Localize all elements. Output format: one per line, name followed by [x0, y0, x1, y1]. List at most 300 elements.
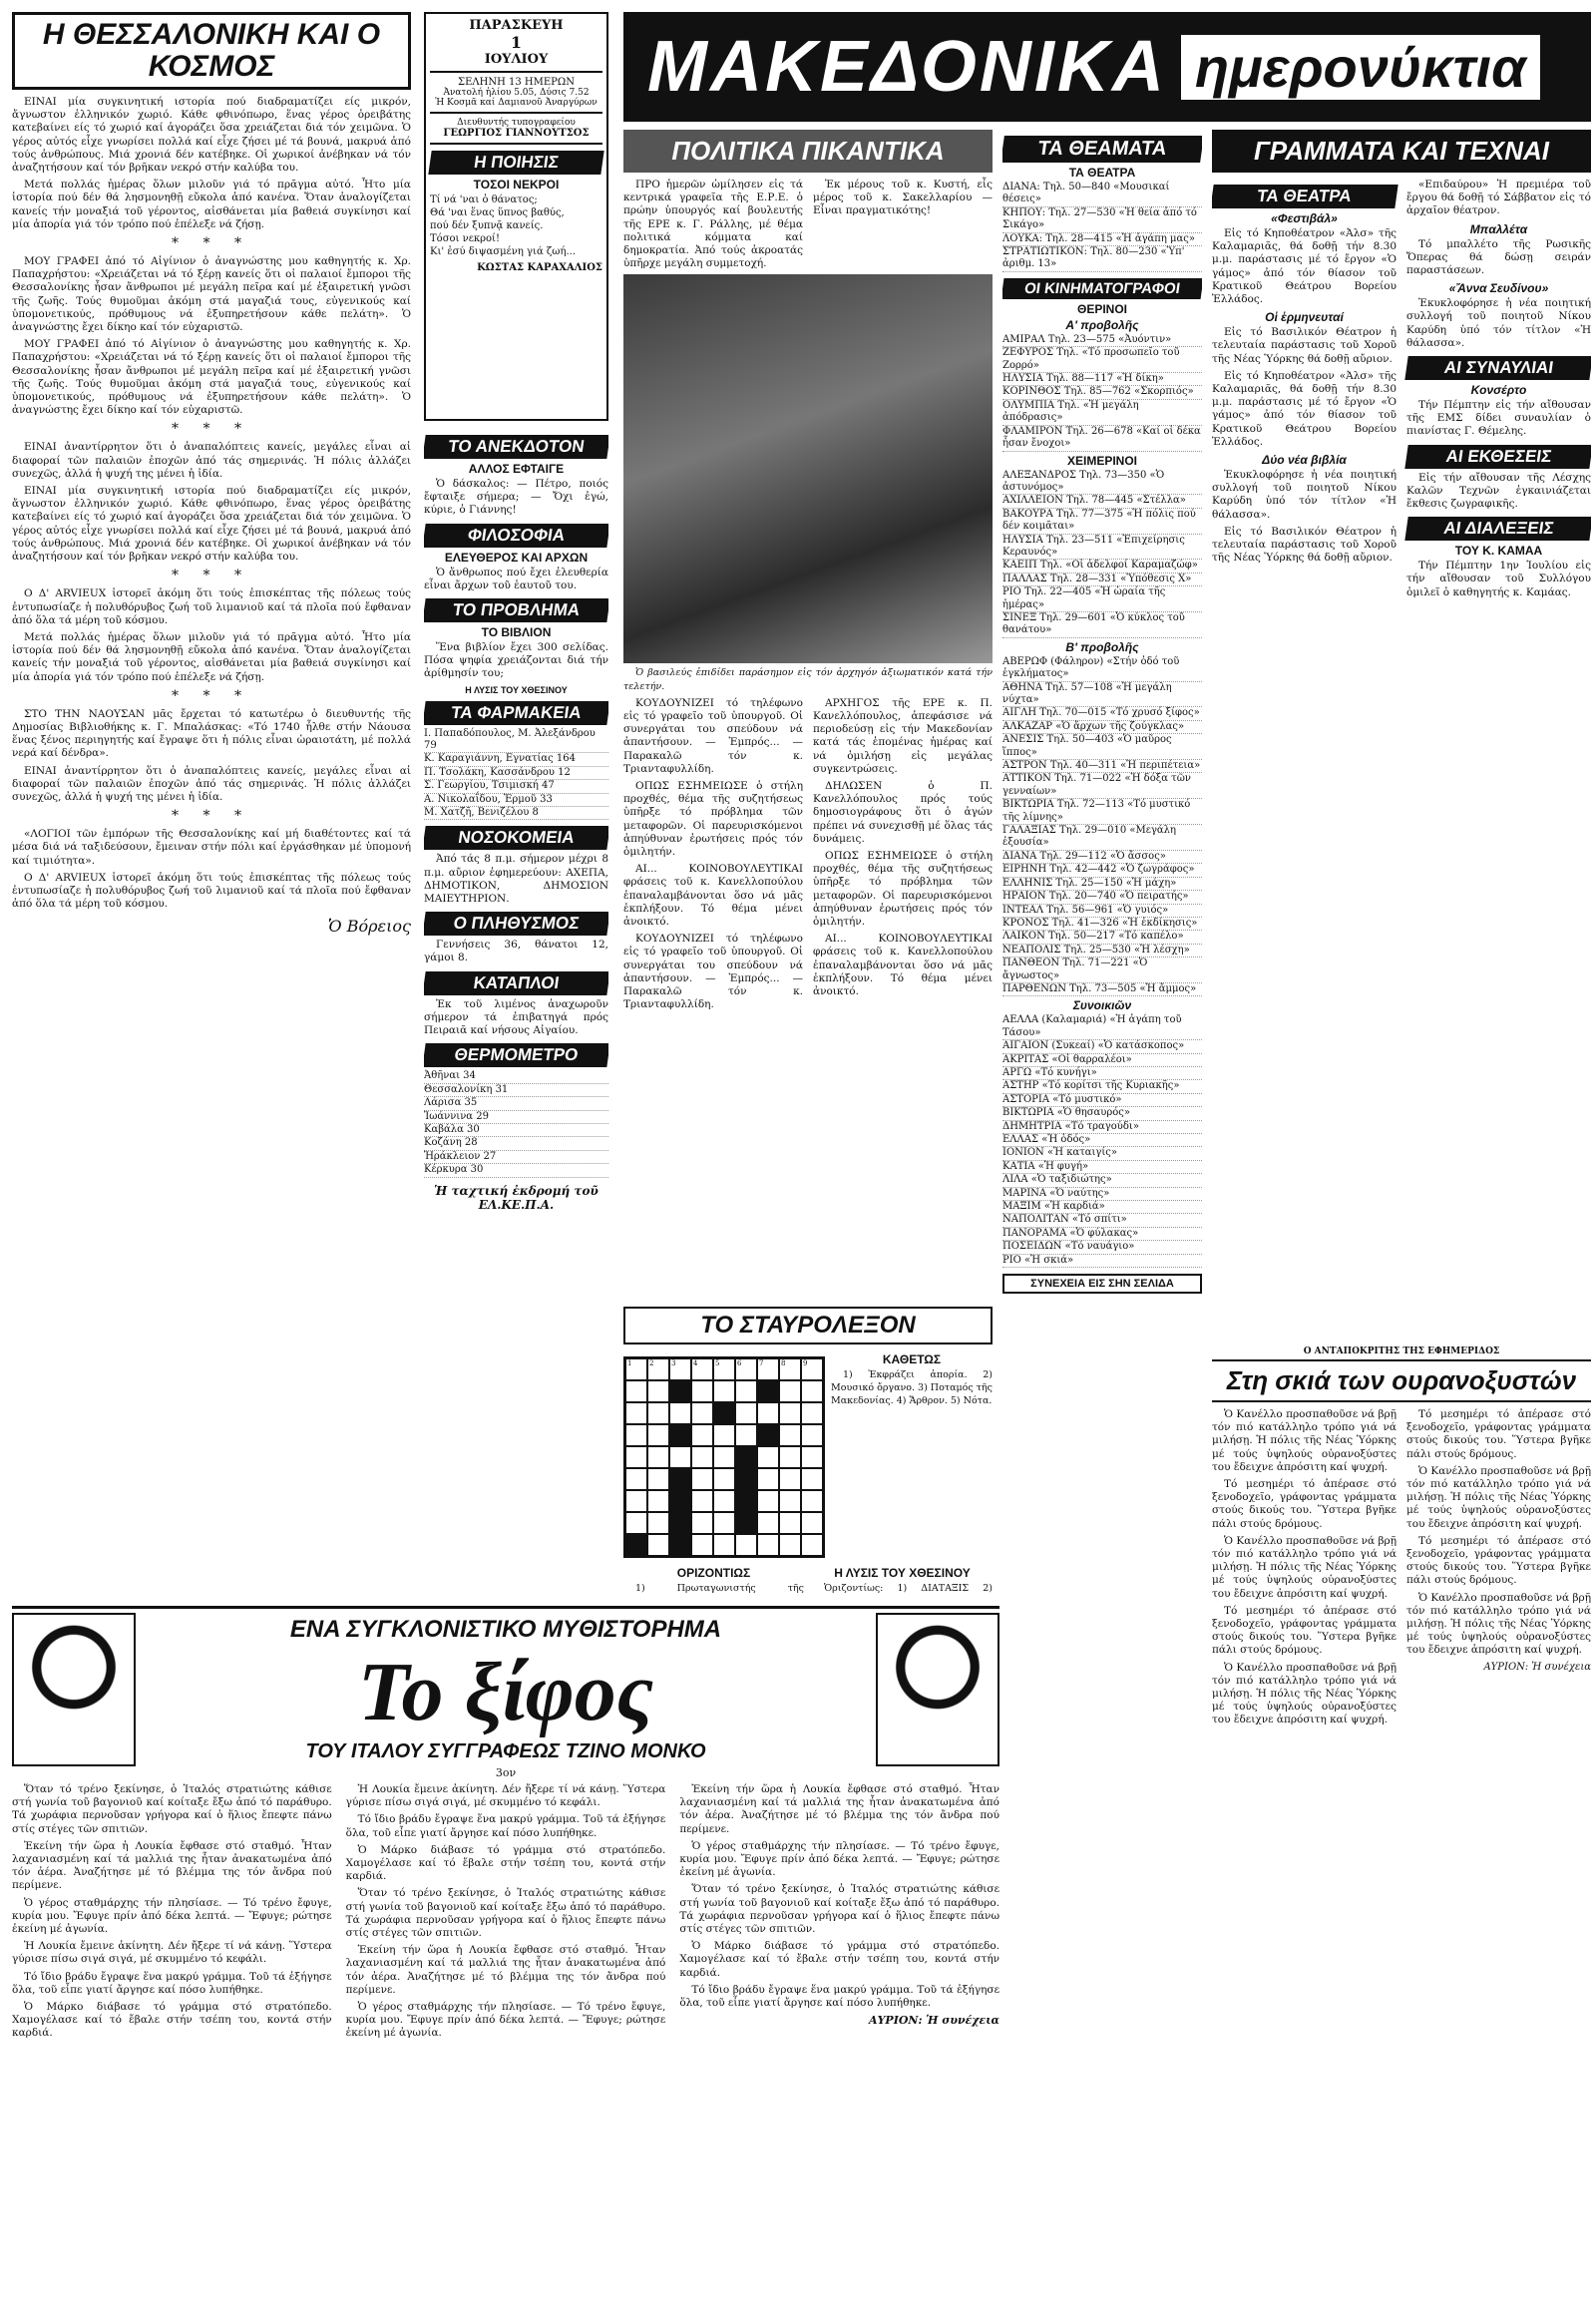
list-item: ΣΤΡΑΤΙΩΤΙΚΟΝ: Τηλ. 80—230 «Ὑπ' ἀριθμ. 13» [1002, 246, 1202, 272]
lectures-title: ΑΙ ΔΙΑΛΕΞΕΙΣ [1404, 517, 1591, 541]
crossword-cell [757, 1358, 779, 1380]
ships-text: Ἐκ τοῦ λιμένος ἀναχωροῦν σήμερον τά ἐπιβατηγά πρός Πειραιᾶ καί νήσους Αἰγαίου. [424, 997, 608, 1037]
article-paragraph: ΜΟΥ ΓΡΑΦΕΙ ἀπό τό Αἰγίνιον ὁ ἀναγνώστης μου καθηγητής κ. Χρ. Παπαχρήστου: «Χρειάζεται νά τό ξέρῃ κανείς ὅτι οἱ παλαιοί ἔμποροι τῆς Θεσσαλονίκης ἦσαν ἄνθρωποι μέ μεγάλη πεῖρα καί μέ ἐξαιρετική γνῶσι τῆς ζωῆς. Τούς θυμοῦμαι ἀκόμη στά μαγαζιά τους, εὐγενικούς καί ὑπομονετικούς, πρόθυμους νά ἐξυπηρετήσουν κάθε πελάτη». Ὁ ἀναγνώστης ἔχει δίκηο καί τόν εὐχαριστῶ. [12, 255, 411, 334]
article-paragraph: Εἰς τό Βασιλικόν Θέατρον ἡ τελευταία παράστασις τοῦ Χοροῦ τῆς Νέας Ὑόρκης θά δοθῇ αὔριον. [1212, 525, 1396, 565]
crossword-cell [801, 1490, 823, 1512]
article-paragraph: «Επιδαύρου» Ἡ πρεμιέρα τοῦ ἔργου θά δοθῇ τό Σάββατον εἰς τό ἀρχαῖον θέατρον. [1406, 179, 1591, 217]
novel-section [12, 1606, 999, 2297]
novel-paragraph: Ὁ γέρος σταθμάρχης τήν πλησίασε. — Τό τρένο ἔφυγε, κυρία μου. Ἔφυγε πρίν ἀπό δέκα λεπτά. — Ἔφυγε; ρώτησε ἐκείνη μέ ἀγωνία. [12, 1896, 332, 1936]
list-item: ΗΛΥΣΙΑ Τηλ. 23—511 «Ἐπιχείρησις Κεραυνός» [1002, 535, 1202, 561]
crossword-cell [779, 1424, 801, 1446]
books-subtitle: Δύο νέα βιβλία [1262, 453, 1347, 468]
list-item: Ι. Παπαδόπουλος, Μ. Ἀλεξάνδρου 79 [424, 728, 608, 754]
poetry-title: Η ΠΟΙΗΣΙΣ [428, 151, 603, 175]
list-item: ΑΛΚΑΖΑΡ «Ὁ ἄρχων τῆς ζούγκλας» [1002, 721, 1202, 734]
crossword-cell [647, 1446, 669, 1468]
cinemas-a-list [1002, 334, 1202, 452]
article-signature: Ὁ Βόρειος [327, 917, 411, 937]
cinemas-winter-list [1002, 470, 1202, 638]
novel-paragraph: Ὅταν τό τρένο ξεκίνησε, ὁ Ἰταλός στρατιώτης κάθισε στή γωνία τοῦ βαγονιοῦ καί κοίταξε ἔξω ἀπό τό παράθυρο. Τά χωράφια περνοῦσαν γρήγορα καί ὁ ἥλιος ἔπεφτε πάνω στίς στέγες τῶν σπιτιῶν. [12, 1783, 332, 1835]
section-separator: * * * [172, 568, 251, 584]
list-item: Σ. Γεωργίου, Τσιμισκή 47 [424, 780, 608, 793]
section-separator: * * * [172, 808, 251, 825]
thermometer-list [424, 1070, 608, 1177]
list-item: ΑΘΗΝΑ Τηλ. 57—108 «Ἡ μεγάλη νύχτα» [1002, 682, 1202, 708]
crossword-cell [713, 1402, 735, 1424]
crossword-cell [669, 1512, 691, 1534]
cinemas-suburbs: Συνοικιῶν [1072, 998, 1132, 1013]
crossword-cell [779, 1402, 801, 1424]
crossword-cell [779, 1446, 801, 1468]
article-paragraph: Τό μεσημέρι τό ἀπέρασε στό ξενοδοχεῖο, γράφοντας γράμματα στούς δικούς του. Ὕστερα βγῆκε πάλι στούς δρόμους. [1212, 1604, 1396, 1657]
crossword-cell [625, 1512, 647, 1534]
article-paragraph: ΟΠΩΣ ΕΣΗΜΕΙΩΣΕ ὁ στήλη προχθές, θέμα τῆς συζητήσεως ὑπῆρξε τό πρόβλημα τῶν μεταφορῶν. Οἱ παρευρισκόμενοι ἀπηύθυναν ἐρωτήσεις πρός τόν ὁμιλητήν. [813, 850, 993, 929]
philosophy-title: ΦΙΛΟΣΟΦΙΑ [424, 524, 608, 548]
list-item: ΠΑΡΘΕΝΩΝ Τηλ. 73—505 «Ἡ ἄμμος» [1002, 983, 1202, 996]
article-paragraph: ΚΟΥΔΟΥΝΙΖΕΙ τό τηλέφωνο εἰς τό γραφεῖο τοῦ ὑπουργοῦ. Οἱ συνεργάται του σπεύδουν νά ἀπαντήσουν. — Ἐμπρός... — Παρακαλῶ τόν κ. Τριανταφυλλίδη. [623, 696, 803, 775]
novel-paragraph: Ὁ γέρος σταθμάρχης τήν πλησίασε. — Τό τρένο ἔφυγε, κυρία μου. Ἔφυγε πρίν ἀπό δέκα λεπτά. — Ἔφυγε; ρώτησε ἐκείνη μέ ἀγωνία. [345, 2001, 666, 2040]
festival-subtitle: «Φεστιβάλ» [1271, 211, 1338, 225]
photo-caption: Ὁ βασιλεύς ἐπιδίδει παράσημον εἰς τόν ἀρχηγόν ἀξιωματικόν κατά τήν τελετήν. [623, 667, 993, 692]
crossword-cell [647, 1534, 669, 1556]
list-item: ΔΙΑΝΑ: Τηλ. 50—840 «Μουσικαί θέσεις» [1002, 182, 1202, 207]
list-item: Ἀθῆναι 34 [424, 1070, 608, 1083]
article-paragraph: ΑΡΧΗΓΟΣ τῆς ΕΡΕ κ. Π. Κανελλόπουλος, ἀπεφάσισε νά περιοδεύσῃ εἰς τήν Μακεδονίαν κατά τάς ἑπομένας ἡμέρας καί νά ὁμιλήσῃ εἰς μεγάλας συγκεντρώσεις. [813, 696, 993, 775]
list-item: ΛΑΙΚΟΝ Τηλ. 50—217 «Τό καπέλο» [1002, 931, 1202, 944]
list-item: ΗΡΑΙΟΝ Τηλ. 20—740 «Ὁ πειρατής» [1002, 891, 1202, 904]
anecdote-title: ΤΟ ΑΝΕΚΔΟΤΟΝ [424, 435, 608, 459]
crossword-number: 2 [649, 1359, 654, 1367]
crossword-cell [713, 1424, 735, 1446]
crossword-cell [757, 1446, 779, 1468]
list-item: ΛΟΥΚΑ: Τηλ. 28—415 «Ἡ ἀγάπη μας» [1002, 233, 1202, 246]
crossword-cell [713, 1446, 735, 1468]
philosophy-text: Ὁ ἄνθρωπος πού ἔχει ἐλευθερία εἶναι ἄρχων τοῦ ἑαυτοῦ του. [424, 566, 608, 591]
concerts-title: ΑΙ ΣΥΝΑΥΛΙΑΙ [1404, 356, 1591, 380]
problem-text: Ἕνα βιβλίον ἔχει 300 σελίδας. Πόσα ψηφία χρειάζονται διά τήν ἀρίθμησίν του; [424, 641, 608, 680]
crossword-cell [691, 1512, 713, 1534]
theaters-title: ΤΑ ΘΕΑΜΑΤΑ [1002, 136, 1202, 163]
crossword-cell [757, 1490, 779, 1512]
crossword-grid [623, 1356, 825, 1558]
article-paragraph: Ὁ Κανέλλο προσπαθοῦσε νά βρῇ τόν πιό κατάλληλο τρόπο γιά νά μιλήσῃ. Ἡ πόλις τῆς Νέας Ὑόρκης μέ τούς ὑψηλούς οὐρανοξύστες του ἔδειχνε ἀπρόσιτη καί ψυχρή. [1212, 1534, 1396, 1600]
list-item: ΠΑΝΘΕΟΝ Τηλ. 71—221 «Ὁ ἄγνωστος» [1002, 958, 1202, 983]
list-item: ΔΙΑΝΑ Τηλ. 29—112 «Ὁ ἄσσος» [1002, 851, 1202, 864]
list-item: ΑΒΕΡΩΦ (Φάληρον) «Στήν ὁδό τοῦ ἐγκλήματος» [1002, 656, 1202, 682]
problem-title: ΤΟ ΠΡΟΒΛΗΜΑ [424, 598, 608, 622]
novel-author: ΤΟΥ ΙΤΑΛΟΥ ΣΥΓΓΡΑΦΕΩΣ ΤΖΙΝΟ ΜΟΝΚΟ [305, 1740, 706, 1762]
crossword-number: 1 [627, 1359, 632, 1367]
divider [430, 71, 602, 73]
list-item: Καβάλα 30 [424, 1124, 608, 1137]
anecdote-subtitle: ΑΛΛΟΣ ΕΦΤΑΙΓΕ [468, 462, 565, 476]
list-item: ΑΙΓΛΗ Τηλ. 70—015 «Τό χρυσό ξίφος» [1002, 707, 1202, 720]
crossword-cell [647, 1490, 669, 1512]
tomorrow-note: ΑΥΡΙΟΝ: Ἡ συνέχεια [1483, 1661, 1591, 1673]
list-item: ΕΛΛΑΣ «Ἡ ὁδός» [1002, 1134, 1202, 1147]
list-item: Κ. Καραγιάννη, Εγνατίας 164 [424, 753, 608, 766]
crossword-cell [669, 1358, 691, 1380]
crossword-cell [779, 1534, 801, 1556]
banner-subtitle: ημερονύκτια [1181, 35, 1540, 100]
article-paragraph: Τήν Πέμπτην 1ην Ἰουλίου εἰς τήν αἴθουσαν τοῦ Συλλόγου ὁμιλεῖ ὁ καθηγητής κ. Καμάας. [1406, 560, 1591, 598]
article-paragraph: Τό μεσημέρι τό ἀπέρασε στό ξενοδοχεῖο, γράφοντας γράμματα στούς δικούς του. Ὕστερα βγῆκε πάλι στούς δρόμους. [1212, 1478, 1396, 1530]
crossword-cell [625, 1402, 647, 1424]
article-paragraph: ΑΙ... ΚΟΙΝΟΒΟΥΛΕΥΤΙΚΑΙ φράσεις τοῦ κ. Κανελλοπούλου ἐπαναλαμβάνονται ὅσο νά μᾶς ἐκπλήξουν. Τό θέμα μένει ἀνοικτό. [813, 933, 993, 998]
novel-paragraph: Ἡ Λουκία ἔμεινε ἀκίνητη. Δέν ἤξερε τί νά κάνῃ. Ὕστερα γύρισε πίσω σιγά σιγά, μέ σκυμμένο τό κεφάλι. [345, 1783, 666, 1809]
crossword-cell [691, 1380, 713, 1402]
list-item: ΔΗΜΗΤΡΙΑ «Τό τραγούδι» [1002, 1121, 1202, 1134]
crossword-cell [691, 1534, 713, 1556]
cinemas-first-run: Α' προβολῆς [1065, 317, 1139, 332]
divider [430, 112, 602, 114]
crossword-number: 6 [737, 1359, 742, 1367]
divider [430, 143, 602, 145]
crossword-number: 8 [781, 1359, 786, 1367]
crossword-cell [735, 1424, 757, 1446]
list-item: ΙΟΝΙΟΝ «Ἡ καταιγίς» [1002, 1147, 1202, 1160]
date-day: ΠΑΡΑΣΚΕΥΗ [469, 18, 564, 33]
crossword-cell [757, 1380, 779, 1402]
crossword-cell [647, 1358, 669, 1380]
crossword-cell [625, 1534, 647, 1556]
crossword-cell [801, 1358, 823, 1380]
interpreters-subtitle: Οἱ ἑρμηνευταί [1265, 310, 1344, 325]
list-item: Π. Τσολάκη, Κασσάνδρου 12 [424, 767, 608, 780]
list-item: ΑΣΤΗΡ «Τό κορίτσι τῆς Κυριακῆς» [1002, 1080, 1202, 1093]
crossword-cell [801, 1512, 823, 1534]
cinemas-winter: ΧΕΙΜΕΡΙΝΟΙ [1066, 453, 1137, 468]
crossword-cell [801, 1468, 823, 1490]
list-item: ΜΑΡΙΝΑ «Ὁ ναύτης» [1002, 1188, 1202, 1201]
skyscrapers-title: Στη σκιά των ουρανοξυστών [1212, 1359, 1591, 1402]
crossword-cell [757, 1534, 779, 1556]
crossword-title: ΤΟ ΣΤΑΥΡΟΛΕΞΟΝ [623, 1307, 993, 1344]
crossword-cell [713, 1468, 735, 1490]
crossword-number: 5 [715, 1359, 720, 1367]
list-item: ΚΡΟΝΟΣ Τηλ. 41—326 «Ἡ ἐκδίκησις» [1002, 918, 1202, 931]
list-item: ΕΙΡΗΝΗ Τηλ. 42—442 «Ὁ ζωγράφος» [1002, 864, 1202, 877]
cinemas-summer: ΘΕΡΙΝΟΙ [1076, 301, 1127, 316]
section-separator: * * * [172, 687, 251, 704]
concert-subtitle: Κονσέρτο [1470, 383, 1527, 398]
crossword-number: 3 [671, 1359, 676, 1367]
skyscrapers-kicker: Ο ΑΝΤΑΠΟΚΡΙΤΗΣ ΤΗΣ ΕΦΗΜΕΡΙΔΟΣ [1303, 1346, 1500, 1356]
crossword-solution: Ὁριζοντίως: 1) ΔΙΑΤΑΞΙΣ 2) [824, 1583, 993, 1594]
article-paragraph: Τό μεσημέρι τό ἀπέρασε στό ξενοδοχεῖο, γράφοντας γράμματα στούς δικούς του. Ὕστερα βγῆκε πάλι στούς δρόμους. [1406, 1534, 1591, 1587]
crossword-cell [735, 1468, 757, 1490]
pharmacy-list [424, 728, 608, 821]
crossword-cell [757, 1424, 779, 1446]
article-paragraph: Τό μεσημέρι τό ἀπέρασε στό ξενοδοχεῖο, γράφοντας γράμματα στούς δικούς του. Ὕστερα βγῆκε πάλι στούς δρόμους. [1406, 1408, 1591, 1460]
article-paragraph: Ὁ Κανέλλο προσπαθοῦσε νά βρῇ τόν πιό κατάλληλο τρόπο γιά νά μιλήσῃ. Ἡ πόλις τῆς Νέας Ὑόρκης μέ τούς ὑψηλούς οὐρανοξύστες του ἔδειχνε ἀπρόσιτη καί ψυχρή. [1406, 1464, 1591, 1530]
section-separator: * * * [172, 421, 251, 438]
novel-paragraph: Ἐκείνη τήν ὥρα ἡ Λουκία ἔφθασε στό σταθμό. Ἦταν λαχανιασμένη καί τά μαλλιά της ἦταν ἀνακατωμένα ἀπό τόν ἀέρα. Ἀναζήτησε μέ τό βλέμμα της τόν ἄνδρα πού περίμενε. [345, 1944, 666, 1996]
crossword-cell [735, 1490, 757, 1512]
crossword-solution-title: Η ΛΥΣΙΣ ΤΟΥ ΧΘΕΣΙΝΟΥ [834, 1566, 971, 1580]
date-number: 1 [510, 33, 523, 52]
list-item: ΚΑΤΙΑ «Ἡ φυγή» [1002, 1161, 1202, 1174]
list-item: ΗΛΥΣΙΑ Τηλ. 88—117 «Ἡ δίκη» [1002, 373, 1202, 386]
crossword-cell [757, 1468, 779, 1490]
article-paragraph: Ο Δ' ΑRVIEUX ἱστορεῖ ἀκόμη ὅτι τούς ἐπισκέπτας τῆς πόλεως τούς ἐντυπωσίαζε ἡ πολυθόρυβος ζωή τοῦ λιμανιοῦ καί τά πλοῖα πού ἔφθαναν ἀπό ὅλα τά μέρη τοῦ κόσμου. [12, 587, 411, 626]
article-paragraph: Ο Δ' ΑRVIEUX ἱστορεῖ ἀκόμη ὅτι τούς ἐπισκέπτας τῆς πόλεως τούς ἐντυπωσίαζε ἡ πολυθόρυβος ζωή τοῦ λιμανιοῦ καί τά πλοῖα πού ἔφθαναν ἀπό ὅλα τά μέρη τοῦ κόσμου. [12, 871, 411, 911]
article-paragraph: Ἐκ μέρους τοῦ κ. Κυστή, εἶς μέρος τοῦ κ. Σακελλαρίου — Εἶναι πραγματικότης! [813, 179, 993, 217]
continued-note: ΣΥΝΕΧΕΙΑ ΕΙΣ ΣΗΝ ΣΕΛΙΔΑ [1002, 1274, 1202, 1294]
novel-title: Το ξίφος [357, 1646, 654, 1738]
politics-section [623, 130, 993, 1297]
poem-title: ΤΟΣΟΙ ΝΕΚΡΟΙ [473, 178, 560, 192]
letters-title: ΓΡΑΜΜΑΤΑ ΚΑΙ ΤΕΧΝΑΙ [1212, 130, 1591, 173]
list-item: Θεσσαλονίκη 31 [424, 1084, 608, 1097]
article-paragraph: Μετά πολλάς ἡμέρας ὅλων μιλοῦν γιά τό πρᾶγμα αὐτό. Ἦτο μία ἱστορία πού δέν θά λησμονηθῇ εὔκολα ἀπό κανένα. Ὅταν ἀναλογίζεται κανείς τήν μοναξιά τοῦ γέροντος, αἰσθάνεται μία βαθειά συγκίνησι καί μία ἀπορία γιά τόν τρόπο πού ἐπέλεξε νά ζήσῃ. [12, 630, 411, 683]
exhibitions-title: ΑΙ ΕΚΘΕΣΕΙΣ [1404, 445, 1591, 469]
article-paragraph: ΕΙΝΑΙ μία συγκινητική ιστορία πού διαδραματίζει είς μικρόν, ἄγνωστον ἑλληνικόν χωριό. Κάθε φθινόπωρο, ἕνας γέρος ὁρειβάτης κατεβαίνει είς τό χωριό καί ἀγοράζει ὅσα χρειάζεται διά τόν χειμῶνα. Ὁ γέρος αὐτός εἶχε γνωρίσει πολλά καί εἶχε ζήσει μέ τά βουνά, μακρυά ἀπό τούς ἀνθρώπους. Μιά χρονιά δέν κατέβηκε. Οἱ χωρικοί ἀνέβηκαν νά τόν ἀναζητήσουν καί τόν βρῆκαν νεκρό στήν καλύβα του. [12, 485, 411, 564]
article-paragraph: ΑΙ... ΚΟΙΝΟΒΟΥΛΕΥΤΙΚΑΙ φράσεις τοῦ κ. Κανελλοπούλου ἐπαναλαμβάνονται ὅσο νά μᾶς ἐκπλήξουν. Τό θέμα μένει ἀνοικτό. [623, 863, 803, 929]
section-banner [623, 12, 1591, 122]
crossword-cell [691, 1358, 713, 1380]
letters-section [1212, 130, 1591, 1337]
news-photo [623, 274, 993, 663]
list-item: ΚΑΕΙΠ Τηλ. «Οἱ ἀδελφοί Καραμαζώφ» [1002, 560, 1202, 573]
list-item: ΒΑΚΟΥΡΑ Τηλ. 77—375 «Ἡ πόλις πού δέν κοιμᾶται» [1002, 509, 1202, 535]
article-paragraph: Μετά πολλάς ἡμέρας ὅλων μιλοῦν γιά τό πρᾶγμα αὐτό. Ἦτο μία ἱστορία πού δέν θά λησμονηθῇ εὔκολα ἀπό κανένα. Ὅταν ἀναλογίζεται κανείς τήν μοναξιά τοῦ γέροντος, αἰσθάνεται μία βαθειά συγκίνησι καί μία ἀπορία γιά τόν τρόπο πού ἐπέλεξε νά ζήσῃ. [12, 179, 411, 230]
novel-paragraph: Ἐκείνη τήν ὥρα ἡ Λουκία ἔφθασε στό σταθμό. Ἦταν λαχανιασμένη καί τά μαλλιά της ἦταν ἀνακατωμένα ἀπό τόν ἀέρα. Ἀναζήτησε μέ τό βλέμμα της τόν ἄνδρα πού περίμενε. [12, 1839, 332, 1892]
list-item: ΜΑΞΙΜ «Ἡ καρδιά» [1002, 1201, 1202, 1214]
date-box [424, 12, 608, 421]
list-item: ΟΛΥΜΠΙΑ Τηλ. «Ἡ μεγάλη ἀπόδρασις» [1002, 400, 1202, 426]
list-item: ΝΑΠΟΛΙΤΑΝ «Τό σπίτι» [1002, 1214, 1202, 1227]
crossword-cell [625, 1380, 647, 1402]
cinemas-b-list [1002, 656, 1202, 997]
crossword-cell [713, 1534, 735, 1556]
list-item: ΑΧΙΛΛΕΙΟΝ Τηλ. 78—445 «Στέλλα» [1002, 495, 1202, 508]
crossword-cell [735, 1380, 757, 1402]
crossword-cell [713, 1512, 735, 1534]
article-paragraph: Τήν Πέμπτην εἰς τήν αἴθουσαν τῆς ΕΜΣ δίδει συναυλίαν ὁ πιανίστας Γ. Θέμελης. [1406, 399, 1591, 438]
list-item: ΑΝΕΣΙΣ Τηλ. 50—403 «Ὁ μαῦρος ἵππος» [1002, 734, 1202, 760]
novel-paragraph: Ἐκείνη τήν ὥρα ἡ Λουκία ἔφθασε στό σταθμό. Ἦταν λαχανιασμένη καί τά μαλλιά της ἦταν ἀνακατωμένα ἀπό τόν ἀέρα. Ἀναζήτησε μέ τό βλέμμα της τόν ἄνδρα πού περίμενε. [679, 1783, 999, 1835]
crossword-cell [735, 1534, 757, 1556]
article-paragraph: ΕΙΝΑΙ μία συγκινητική ιστορία πού διαδραματίζει είς μικρόν, ἄγνωστον ἑλληνικόν χωριό. Κάθε φθινόπωρο, ἕνας γέρος ὁρειβάτης κατεβαίνει είς τό χωριό καί ἀγοράζει ὅσα χρειάζεται διά τόν χειμῶνα. Ὁ γέρος αὐτός εἶχε γνωρίσει πολλά καί εἶχε ζήσει μέ τά βουνά, μακρυά ἀπό τούς ἀνθρώπους. Μιά χρονιά δέν κατέβηκε. Οἱ χωρικοί ἀνέβηκαν νά τόν ἀναζητήσουν καί τόν βρῆκαν νεκρό στήν καλύβα του. [12, 96, 411, 175]
article-paragraph: ΕΙΝΑΙ ἀναντίρρητον ὅτι ὁ ἀναπαλόπτεις κανείς, μεγάλες εἶναι αἱ διαφοραί τῶν παλαιῶν ἐποχῶν ἀπό τάς σημερινάς. Ἡ πόλις ἀλλάζει συνεχῶς, ἀλλά ἡ ψυχή της μένει ἡ ἰδία. [12, 441, 411, 480]
crossword-number: 4 [693, 1359, 698, 1367]
novel-paragraph: Τό ἴδιο βράδυ ἔγραψε ἕνα μακρύ γράμμα. Τοῦ τά ἐξήγησε ὅλα, τοῦ εἶπε γιατί ἄργησε καί πόσο λυπήθηκε. [679, 1983, 999, 2010]
crossword-cell [647, 1468, 669, 1490]
crossword-cell [801, 1402, 823, 1424]
crossword-cell [735, 1512, 757, 1534]
crossword-cell [757, 1512, 779, 1534]
list-item: Α. Νικολαΐδου, Ἑρμοῦ 33 [424, 794, 608, 807]
problem-solution-label: Η ΛΥΣΙΣ ΤΟΥ ΧΘΕΣΙΝΟΥ [465, 684, 568, 695]
article-paragraph: ΠΡΟ ἡμερῶν ὡμίλησεν εἰς τά κεντρικά γραφεῖα τῆς Ε.Ρ.Ε. ὁ πρώην ὑπουργός καί βουλευτής τῆς ΕΡΕ κ. Γ. Ράλλης, μέ θέμα πολιτικά κόμματα καί δημοκρατία. Ἀπό τούς ἀκροατάς ὑπῆρχε μεγάλη συμμετοχή. [623, 179, 803, 270]
article-paragraph: «ΛΟΓΙΟΙ τῶν ἐμπόρων τῆς Θεσσαλονίκης καί μή διαθέτοντες καί τά μέσα διά νά ταξιδεύσουν, ἔμειναν στήν πόλι καί ἐργάσθηκαν μέ ὑπομονή καί τιμιότητα». [12, 828, 411, 867]
crossword-cell [669, 1446, 691, 1468]
crossword-cell [713, 1358, 735, 1380]
theaters-subtitle: ΤΑ ΘΕΑΤΡΑ [1068, 166, 1136, 180]
article-paragraph: ΕΙΝΑΙ ἀναντίρρητον ὅτι ὁ ἀναπαλόπτεις κανείς, μεγάλες εἶναι αἱ διαφοραί τῶν παλαιῶν ἐποχῶν ἀπό τάς σημερινάς. Ἡ πόλις ἀλλάζει συνεχῶς, ἀλλά ἡ ψυχή της μένει ἡ ἰδία. [12, 764, 411, 803]
saint-info: Ἡ Κοσμᾶ καί Δαμιανοῦ Ἀναργύρων [435, 98, 598, 108]
crossword-across-clues: 1) Πρωταγωνιστής τῆς [635, 1583, 804, 1594]
list-item: ΑΣΤΟΡΙΑ «Τό μυστικό» [1002, 1094, 1202, 1107]
left-column-title: Η ΘΕΣΣΑΛΟΝΙΚΗ ΚΑΙ Ο ΚΟΣΜΟΣ [12, 12, 411, 90]
list-item: ΑΚΡΙΤΑΣ «Οἱ θαρραλέοι» [1002, 1054, 1202, 1067]
crossword-cell [801, 1534, 823, 1556]
crossword-cell [647, 1512, 669, 1534]
article-paragraph: ΟΠΩΣ ΕΣΗΜΕΙΩΣΕ ὁ στήλη προχθές, θέμα τῆς συζητήσεως ὑπῆρξε τό πρόβλημα τῶν μεταφορῶν. Οἱ παρευρισκόμενοι ἀπηύθυναν ἐρωτήσεις πρός τόν ὁμιλητήν. [623, 780, 803, 859]
section-separator: * * * [172, 235, 251, 252]
list-item: ΑΙΓΑΙΟΝ (Συκεαί) «Ὁ κατάσκοπος» [1002, 1040, 1202, 1053]
crossword-cell [647, 1380, 669, 1402]
list-item: ΠΑΝΟΡΑΜΑ «Ὁ φύλακας» [1002, 1228, 1202, 1241]
list-item: ΠΟΣΕΙΔΩΝ «Τό ναυάγιο» [1002, 1241, 1202, 1254]
crossword-number: 7 [759, 1359, 764, 1367]
crossword-cell [779, 1380, 801, 1402]
list-item: ΚΟΡΙΝΘΟΣ Τηλ. 85—762 «Σκορπιός» [1002, 386, 1202, 399]
article-paragraph: Ἐκυκλοφόρησε ἡ νέα ποιητική συλλογή τοῦ ποιητοῦ Νίκου Καρύδη ὑπό τόν τίτλον «Ἡ θάλασσα». [1212, 469, 1396, 521]
list-item: Ἰωάννινα 29 [424, 1111, 608, 1124]
cinemas-suburbs-list [1002, 1014, 1202, 1268]
list-item: ΒΙΚΤΩΡΙΑ Τηλ. 72—113 «Τό μυστικό τῆς λίμνης» [1002, 799, 1202, 825]
list-item: Κέρκυρα 30 [424, 1164, 608, 1177]
politics-title: ΠΟΛΙΤΙΚΑ ΠΙΚΑΝΤΙΚΑ [623, 130, 993, 173]
crossword-cell [691, 1490, 713, 1512]
list-item: ΣΙΝΕΞ Τηλ. 29—601 «Ὁ κύκλος τοῦ θανάτου» [1002, 612, 1202, 638]
left-column [12, 12, 411, 1598]
novel-paragraph: Τό ἴδιο βράδυ ἔγραψε ἕνα μακρύ γράμμα. Τοῦ τά ἐξήγησε ὅλα, τοῦ εἶπε γιατί ἄργησε καί πόσο λυπήθηκε. [345, 1813, 666, 1839]
list-item: ΑΛΕΞΑΝΔΡΟΣ Τηλ. 73—350 «Ὁ ἀστυνόμος» [1002, 470, 1202, 496]
article-paragraph: ΜΟΥ ΓΡΑΦΕΙ ἀπό τό Αἰγίνιον ὁ ἀναγνώστης μου καθηγητής κ. Χρ. Παπαχρήστου: «Χρειάζεται νά τό ξέρῃ κανείς ὅτι οἱ παλαιοί ἔμποροι τῆς Θεσσαλονίκης ἦσαν ἄνθρωποι μέ μεγάλη πεῖρα καί μέ ἐξαιρετική γνῶσι τῆς ζωῆς. Τούς θυμοῦμαι ἀκόμη στά μαγαζιά τους, εὐγενικούς καί ὑπομονετικούς, πρόθυμους νά ἐξυπηρετήσουν κάθε πελάτη». Ὁ ἀναγνώστης ἔχει δίκηο καί τόν εὐχαριστῶ. [12, 338, 411, 417]
article-paragraph: ΣΤΟ ΤΗΝ ΝΑΟΥΣΑΝ μᾶς ἔρχεται τό κατωτέρω ὁ διευθυντής τῆς Δημοσίας Βιβλιοθήκης κ. Γ. Μπαλάσκας: «Τό 1740 ἦλθε στήν Νάουσα ἕνας ξένος περιηγητής καί ἔγραψε ὅτι ἡ πόλις εἶναι ὡραιοτάτη, μέ πολλά νερά καί δένδρα». [12, 707, 411, 760]
anecdote-text: Ὁ δάσκαλος: — Πέτρο, ποιός ἔφταιξε σήμερα; — Ὄχι ἐγώ, κύριε, ὁ Γιάννης! [424, 478, 608, 517]
list-item: ΙΝΤΕΑΛ Τηλ. 56—961 «Ὁ γυιός» [1002, 905, 1202, 918]
list-item: ΑΤΤΙΚΟΝ Τηλ. 71—022 «Ἡ δόξα τῶν γενναίων» [1002, 773, 1202, 799]
crossword-cell [779, 1512, 801, 1534]
middle-column [424, 429, 608, 1307]
list-item: ΑΡΓΩ «Τό κυνήγι» [1002, 1067, 1202, 1080]
crossword-across-title: ΟΡΙΖΟΝΤΙΩΣ [676, 1566, 751, 1580]
director-name: ΓΕΩΡΓΙΟΣ ΓΙΑΝΝΟΥΤΣΟΣ [443, 128, 590, 139]
pharmacy-title: ΤΑ ΦΑΡΜΑΚΕΙΑ [424, 701, 608, 725]
list-item: ΑΣΤΡΟΝ Τηλ. 40—311 «Ἡ περιπέτεια» [1002, 760, 1202, 773]
article-paragraph: Εἰς τήν αἴθουσαν τῆς Λέσχης Καλῶν Τεχνῶν ἐγκαινιάζεται ἔκθεσις ζωγραφικῆς. [1406, 471, 1591, 511]
novel-paragraph: Ὁ γέρος σταθμάρχης τήν πλησίασε. — Τό τρένο ἔφυγε, κυρία μου. Ἔφυγε πρίν ἀπό δέκα λεπτά. — Ἔφυγε; ρώτησε ἐκείνη μέ ἀγωνία. [679, 1839, 999, 1879]
crossword-cell [757, 1402, 779, 1424]
poem-author: ΚΩΣΤΑΣ ΚΑΡΑΧΑΛΙΟΣ [477, 262, 602, 273]
crossword-cell [625, 1468, 647, 1490]
skyscrapers-section [1212, 1346, 1591, 2294]
crossword-cell [625, 1424, 647, 1446]
population-text: Γεννήσεις 36, θάνατοι 12, γάμοι 8. [424, 939, 608, 964]
novel-kicker: ΕΝΑ ΣΥΓΚΛΟΝΙΣΤΙΚΟ ΜΥΘΙΣΤΟΡΗΜΑ [289, 1616, 722, 1643]
hospital-text: Ἀπό τάς 8 π.μ. σήμερον μέχρι 8 π.μ. αὔριον ἐφημερεύουν: ΑΧΕΠΑ, ΔΗΜΟΤΙΚΟΝ, ΔΗΜΟΣΙΟΝ ΜΑΙΕΥΤΗΡΙΟΝ. [424, 853, 608, 906]
list-item: ΠΑΛΛΑΣ Τηλ. 28—331 «Ὑπόθεσις Χ» [1002, 574, 1202, 586]
ships-title: ΚΑΤΑΠΛΟΙ [424, 971, 608, 995]
crossword-cell [735, 1358, 757, 1380]
list-item: ΖΕΦΥΡΟΣ Τηλ. «Τό προσωπεῖο τοῦ Ζορρό» [1002, 347, 1202, 373]
list-item: ΡΙΟ «Ἡ σκιά» [1002, 1255, 1202, 1268]
crossword-cell [647, 1402, 669, 1424]
crossword-down-title: ΚΑΘΕΤΩΣ [882, 1352, 942, 1366]
crossword-cell [713, 1490, 735, 1512]
list-item: ΒΙΚΤΩΡΙΑ «Ὁ θησαυρός» [1002, 1107, 1202, 1120]
crossword-cell [625, 1358, 647, 1380]
hospital-title: ΝΟΣΟΚΟΜΕΙΑ [424, 826, 608, 850]
novel-illustration [876, 1613, 999, 1766]
list-item: ΛΙΛΑ «Ὁ ταξιδιώτης» [1002, 1174, 1202, 1187]
crossword-cell [779, 1358, 801, 1380]
novel-tomorrow: ΑΥΡΙΟΝ: Ἡ συνέχεια [869, 2014, 999, 2028]
moon-info: ΣΕΛΗΝΗ 13 ΗΜΕΡΩΝ [458, 77, 575, 88]
thermometer-title: ΘΕΡΜΟΜΕΤΡΟ [424, 1043, 608, 1067]
novel-paragraph: Τό ἴδιο βράδυ ἔγραψε ἕνα μακρύ γράμμα. Τοῦ τά ἐξήγησε ὅλα, τοῦ εἶπε γιατί ἄργησε καί πόσο λυπήθηκε. [12, 1970, 332, 1996]
novel-paragraph: Ὅταν τό τρένο ξεκίνησε, ὁ Ἰταλός στρατιώτης κάθισε στή γωνία τοῦ βαγονιοῦ καί κοίταξε ἔξω ἀπό τό παράθυρο. Τά χωράφια περνοῦσαν γρήγορα καί ὁ ἥλιος ἔπεφτε πάνω στίς στέγες τῶν σπιτιῶν. [679, 1883, 999, 1936]
list-item: ΚΗΠΟΥ: Τηλ. 27—530 «Ἡ θεία ἀπό τό Σικάγο» [1002, 207, 1202, 233]
list-item: ΝΕΑΠΟΛΙΣ Τηλ. 25—530 «Ἡ λέσχη» [1002, 945, 1202, 958]
crossword-cell [713, 1380, 735, 1402]
crossword-cell [801, 1424, 823, 1446]
novel-paragraph: Ὁ Μάρκο διάβασε τό γράμμα στό στρατόπεδο. Χαμογέλασε καί τό ἔβαλε στήν τσέπη του, κοντά στήν καρδιά. [679, 1940, 999, 1979]
list-item: Λάρισα 35 [424, 1097, 608, 1110]
list-item: ΑΜΙΡΑΛ Τηλ. 23—575 «Ἀυόντιν» [1002, 334, 1202, 347]
list-item: ΡΙΟ Τηλ. 22—405 «Ἡ ὡραία τῆς ἡμέρας» [1002, 586, 1202, 612]
crossword-cell [669, 1468, 691, 1490]
article-paragraph: ΚΟΥΔΟΥΝΙΖΕΙ τό τηλέφωνο εἰς τό γραφεῖο τοῦ ὑπουργοῦ. Οἱ συνεργάται του σπεύδουν νά ἀπαντήσουν. — Ἐμπρός... — Παρακαλῶ τόν κ. Τριανταφυλλίδη. [623, 933, 803, 1011]
article-paragraph: Εἰς τό Βασιλικόν Θέατρον ἡ τελευταία παράστασις τοῦ Χοροῦ τῆς Νέας Ὑόρκης θά δοθῇ αὔριον. [1212, 326, 1396, 365]
article-paragraph: Εἰς τό Κηποθέατρον «Ἀλσ» τῆς Καλαμαριᾶς, θά δοθῇ τήν 8.30 μ.μ. παράστασις μέ τό ἔργον «Ὁ γάμος» ἀπό τόν θίασον τοῦ Κρατικοῦ Θεάτρου Βορείου Ἑλλάδος. [1212, 227, 1396, 306]
crossword-cell [625, 1446, 647, 1468]
list-item: Κοζάνη 28 [424, 1137, 608, 1150]
lectures-subtitle: ΤΟΥ Κ. ΚΑΜΑΑ [1454, 544, 1543, 559]
excursion-note: Ἡ ταχτική ἐκδρομή τοῦ ΕΛ.ΚΕ.Π.Α. [434, 1183, 598, 1212]
crossword-down-clues: 1) Ἐκφράζει ἀπορία. 2) Μουσικό ὄργανο. 3) Ποταμός τῆς Μακεδονίας. 4) Ἄρθρον. 5) Νότα. [831, 1369, 993, 1407]
letters-theater-title: ΤΑ ΘΕΑΤΡΑ [1212, 185, 1398, 208]
crossword-cell [801, 1446, 823, 1468]
cinemas-title: ΟΙ ΚΙΝΗΜΑΤΟΓΡΑΦΟΙ [1002, 278, 1202, 299]
novel-paragraph: Ἡ Λουκία ἔμεινε ἀκίνητη. Δέν ἤξερε τί νά κάνῃ. Ὕστερα γύρισε πίσω σιγά σιγά, μέ σκυμμένο τό κεφάλι. [12, 1940, 332, 1966]
novel-paragraph: Ὁ Μάρκο διάβασε τό γράμμα στό στρατόπεδο. Χαμογέλασε καί τό ἔβαλε στήν τσέπη του, κοντά στήν καρδιά. [12, 2001, 332, 2040]
anna-subtitle: «Ἄννα Σευδίνου» [1448, 281, 1549, 296]
crossword-cell [669, 1534, 691, 1556]
list-item: ΑΕΛΛΑ (Καλαμαριά) «Ἡ ἀγάπη τοῦ Τάσου» [1002, 1014, 1202, 1040]
list-item: Μ. Χατζῆ, Βενιζέλου 8 [424, 807, 608, 820]
article-paragraph: Ἐκυκλοφόρησε ἡ νέα ποιητική συλλογή τοῦ ποιητοῦ Νίκου Καρύδη ὑπό τόν τίτλον «Ἡ θάλασσα». [1406, 297, 1591, 349]
ballet-subtitle: Μπαλλέτα [1469, 221, 1528, 236]
article-paragraph: Τό μπαλλέτο τῆς Ρωσικῆς Ὄπερας θά δώσῃ σειράν παραστάσεων. [1406, 237, 1591, 277]
crossword-cell [691, 1446, 713, 1468]
article-paragraph: ΔΗΛΩΣΕΝ ὁ Π. Κανελλόπουλος πρός τούς δημοσιογράφους ὅτι ὁ ἀγών πρέπει νά συνεχισθῇ μέ ὅλας τάς δυνάμεις. [813, 780, 993, 845]
list-item: Ἡράκλειον 27 [424, 1151, 608, 1164]
article-paragraph: Εἰς τό Κηποθέατρον «Ἀλσ» τῆς Καλαμαριᾶς, θά δοθῇ τήν 8.30 μ.μ. παράστασις μέ τό ἔργον «Ὁ γάμος» ἀπό τόν θίασον τοῦ Κρατικοῦ Θεάτρου Βορείου Ἑλλάδος. [1212, 369, 1396, 448]
sun-info: Ἀνατολή ἡλίου 5.05, Δύσις 7.52 [443, 88, 590, 98]
poem-text: Τί νά 'ναι ὁ θάνατος; Θά 'ναι ἕνας ὕπνος βαθύς, πού δέν ξυπνᾷ κανείς. Τόσοι νεκροί! Κι' ἐσύ διψασμένη γιά ζωή... [430, 194, 576, 257]
crossword-cell [691, 1468, 713, 1490]
director-label: Διευθυντής τυπογραφείου [457, 118, 576, 128]
novel-illustration [12, 1613, 136, 1766]
crossword-cell [625, 1490, 647, 1512]
crossword-cell [779, 1468, 801, 1490]
list-item: ΕΛΛΗΝΙΣ Τηλ. 25—150 «Ἡ μάχη» [1002, 878, 1202, 891]
banner-title: ΜΑΚΕΔΟΝΙΚΑ [647, 27, 1167, 107]
novel-paragraph: Ὁ Μάρκο διάβασε τό γράμμα στό στρατόπεδο. Χαμογέλασε καί τό ἔβαλε στήν τσέπη του, κοντά στήν καρδιά. [345, 1843, 666, 1883]
crossword-cell [669, 1402, 691, 1424]
article-paragraph: Ὁ Κανέλλο προσπαθοῦσε νά βρῇ τόν πιό κατάλληλο τρόπο γιά νά μιλήσῃ. Ἡ πόλις τῆς Νέας Ὑόρκης μέ τούς ὑψηλούς οὐρανοξύστες του ἔδειχνε ἀπρόσιτη καί ψυχρή. [1406, 1591, 1591, 1657]
crossword-cell [779, 1490, 801, 1512]
novel-paragraph: Ὅταν τό τρένο ξεκίνησε, ὁ Ἰταλός στρατιώτης κάθισε στή γωνία τοῦ βαγονιοῦ καί κοίταξε ἔξω ἀπό τό παράθυρο. Τά χωράφια περνοῦσαν γρήγορα καί ὁ ἥλιος ἔπεφτε πάνω στίς στέγες τῶν σπιτιῶν. [345, 1887, 666, 1940]
crossword-cell [669, 1380, 691, 1402]
novel-part: 3ον [495, 1766, 517, 1779]
philosophy-subtitle: ΕΛΕΥΘΕΡΟΣ ΚΑΙ ΑΡΧΩΝ [444, 550, 589, 565]
